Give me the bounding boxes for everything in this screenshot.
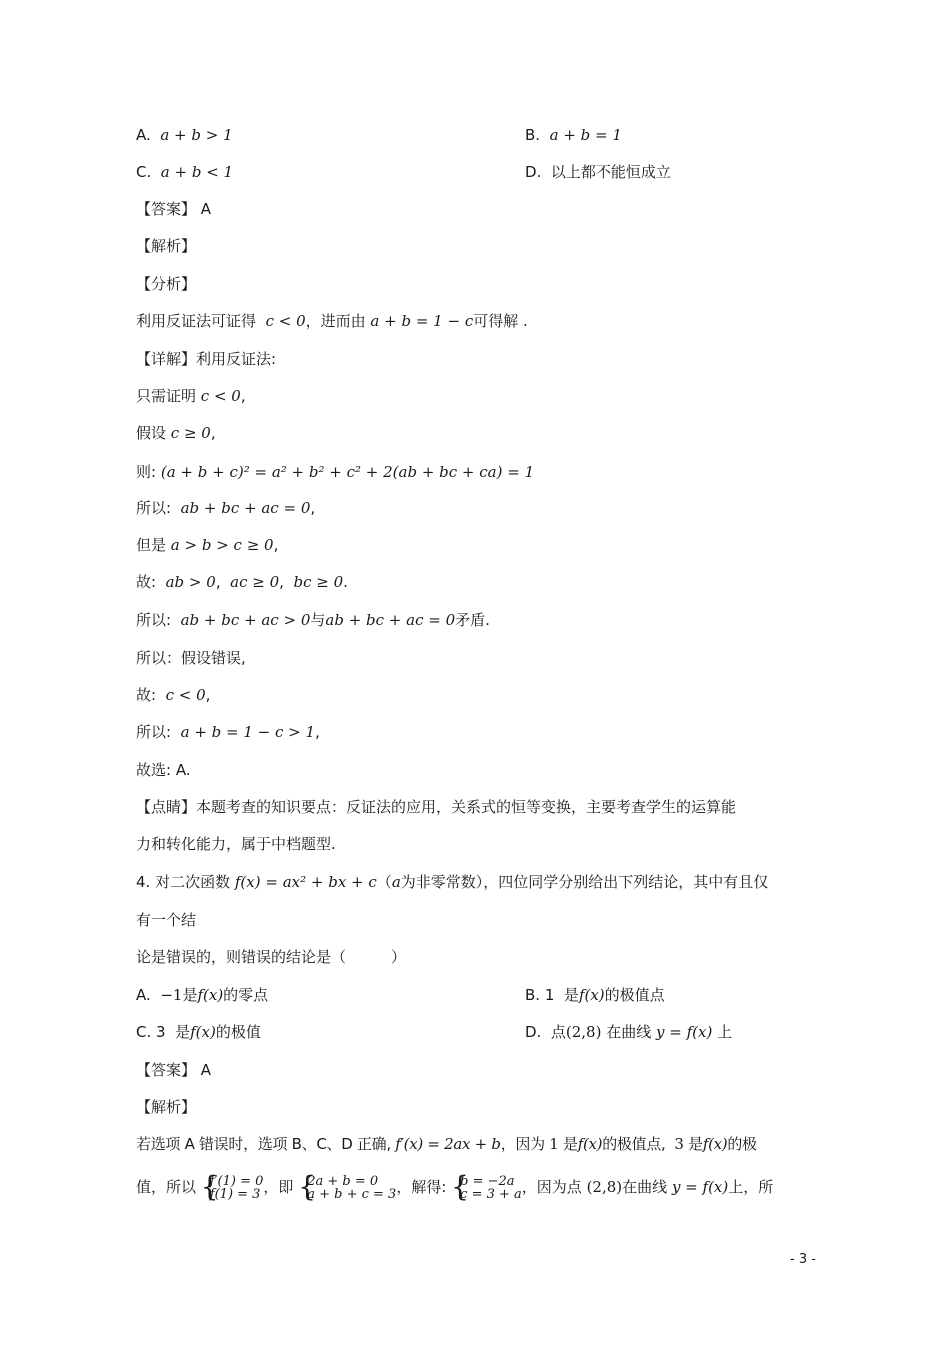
- q3-answer: 【答案】 A: [136, 200, 212, 218]
- q3-step-10: 所以: a + b = 1 − c > 1,: [136, 723, 320, 741]
- q4-stem-3: 论是错误的，则错误的结论是（ ）: [136, 948, 407, 966]
- q4-option-d: D. 点(2,8) 在曲线 y = f(x) 上: [525, 1023, 733, 1041]
- q3-step-1: 只需证明 c < 0,: [136, 387, 246, 405]
- q3-fenxi-heading: 【分析】: [136, 275, 197, 293]
- q4-option-b: B. 1 是f(x)的极值点: [525, 986, 665, 1004]
- page-number: - 3 -: [790, 1252, 816, 1267]
- q3-step-8: 所以：假设错误,: [136, 649, 246, 667]
- q3-jiexi-heading: 【解析】: [136, 237, 197, 255]
- q3-option-c: C. a + b < 1: [136, 163, 234, 181]
- q4-answer: 【答案】 A: [136, 1061, 212, 1079]
- q4-stem-1: 4. 对二次函数 f(x) = ax² + bx + c（a为非零常数），四位同学分别给出下列结论，其中有且仅: [136, 873, 769, 891]
- q3-step-7: 所以: ab + bc + ac > 0与ab + bc + ac = 0矛盾.: [136, 611, 490, 629]
- q3-option-b: B. a + b = 1: [525, 126, 622, 144]
- q3-step-6: 故: ab > 0, ac ≥ 0, bc ≥ 0.: [136, 573, 348, 591]
- q4-stem-2: 有一个结: [136, 911, 197, 929]
- q4-option-c: C. 3 是f(x)的极值: [136, 1023, 261, 1041]
- q3-option-d: D. 以上都不能恒成立: [525, 163, 671, 181]
- equation-system-1: { f′(1) = 0 f(1) = 3: [201, 1175, 264, 1201]
- q3-step-9: 故: c < 0,: [136, 686, 211, 704]
- q4-solution-1: 若选项 A 错误时，选项 B、C、D 正确, f′(x) = 2ax + b，因为 1 是f(x)的极值点, 3 是f(x)的极: [136, 1135, 757, 1153]
- q4-solution-2: 值，所以 { f′(1) = 0 f(1) = 3 ，即 { 2a + b = 0 a + b + c = 3 ，解得: { b = −2a c = 3 + a ，因为点 (2,8)在曲线 y = f(x)上，所: [136, 1172, 773, 1202]
- q3-dianjing-2: 力和转化能力，属于中档题型.: [136, 835, 336, 853]
- q3-xiangjie-heading: 【详解】利用反证法:: [136, 350, 277, 368]
- q3-step-2: 假设 c ≥ 0,: [136, 424, 216, 442]
- q3-step-5: 但是 a > b > c ≥ 0,: [136, 536, 279, 554]
- q3-step-11: 故选: A.: [136, 761, 191, 779]
- equation-system-3: { b = −2a c = 3 + a: [451, 1175, 522, 1201]
- q3-step-3: 则: (a + b + c)² = a² + b² + c² + 2(ab + bc + ca) = 1: [136, 463, 535, 481]
- equation-system-2: { 2a + b = 0 a + b + c = 3: [298, 1175, 396, 1201]
- q3-option-a: A. a + b > 1: [136, 126, 233, 144]
- q3-fenxi-text: 利用反证法可证得 c < 0，进而由 a + b = 1 − c可得解 .: [136, 312, 528, 330]
- q4-option-a: A. −1是f(x)的零点: [136, 986, 269, 1004]
- q4-jiexi-heading: 【解析】: [136, 1098, 197, 1116]
- q3-step-4: 所以: ab + bc + ac = 0,: [136, 499, 316, 517]
- q3-dianjing-1: 【点睛】本题考查的知识要点：反证法的应用，关系式的恒等变换，主要考查学生的运算能: [136, 798, 737, 816]
